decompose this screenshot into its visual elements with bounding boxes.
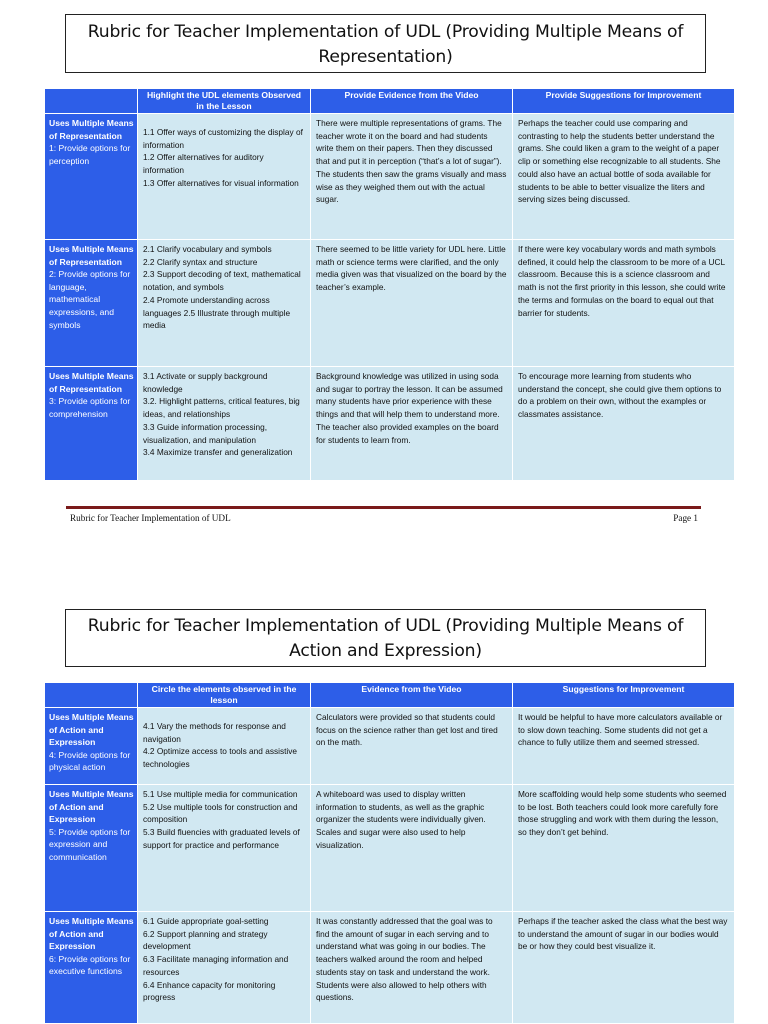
evidence-cell: It was constantly addressed that the goal was to find the amount of sugar in each serving and to understand what was going in our bodies. The teachers walked around the room and helped students stay on task and understand the work. Students were also allowed to help others with questions. xyxy=(311,912,513,1024)
page-title: Rubric for Teacher Implementation of UDL (Providing Multiple Means of Action and Expression) xyxy=(65,609,706,667)
row-header-title: Uses Multiple Means of Representation xyxy=(49,244,134,267)
rubric-table xyxy=(44,88,735,481)
row-header-subtitle: 2: Provide options for language, mathematical expressions, and symbols xyxy=(49,269,131,330)
table-header-row xyxy=(45,683,735,708)
udl-element: 1.3 Offer alternatives for visual information xyxy=(143,177,299,188)
udl-element: 3.2. Highlight patterns, critical features, big ideas, and relationships xyxy=(143,396,300,420)
row-header xyxy=(45,785,138,912)
suggestions-cell: If there were key vocabulary words and math symbols defined, it could help the classroom to be more of a UCL classroom. Because this is a science classroom and math is not the first priority in this lesson, she could write the terms and formulas on the board to equal out that barrier for students. xyxy=(513,240,735,367)
udl-element: 6.1 Guide appropriate goal-setting xyxy=(143,916,269,926)
udl-element: 4.2 Optimize access to tools and assistive technologies xyxy=(143,746,298,770)
udl-element: 1.1 Offer ways of customizing the display of information xyxy=(143,127,303,150)
row-header-title: Uses Multiple Means of Action and Expression xyxy=(49,916,134,952)
table-row xyxy=(45,240,735,367)
udl-element: 5.1 Use multiple media for communication xyxy=(143,789,298,799)
row-header-subtitle: 4: Provide options for physical action xyxy=(49,749,131,773)
elements-cell xyxy=(138,785,311,912)
evidence-cell: There were multiple representations of grams. The teacher wrote it on the board and had students write them on their papers. Then they discussed that and put it in perception (“that’s a lot of sugar”). The students then saw the grams visually and mass wise as they weighed them out with the actual sugar. xyxy=(311,114,513,240)
suggestions-cell: Perhaps if the teacher asked the class what the best way to understand the amount of sugar in our bodies would be or how they could best visualize it. xyxy=(513,912,735,1024)
footer-divider xyxy=(66,506,701,509)
udl-element: 4.1 Vary the methods for response and navigation xyxy=(143,721,286,744)
udl-element: 2.3 Support decoding of text, mathematical notation, and symbols xyxy=(143,269,301,293)
udl-element: 3.1 Activate or supply background knowledge xyxy=(143,371,268,394)
evidence-cell: Calculators were provided so that students could focus on the science rather than get lost and tired on the math. xyxy=(311,708,513,785)
udl-element: 5.3 Build fluencies with graduated levels of support for practice and performance xyxy=(143,827,300,850)
table-row xyxy=(45,114,735,240)
column-header-evidence: Evidence from the Video xyxy=(311,683,513,708)
elements-cell xyxy=(138,240,311,367)
evidence-cell: There seemed to be little variety for UDL here. Little math or science terms were clarified, and the only media given was that visualized on the board by the teacher’s example. xyxy=(311,240,513,367)
row-header xyxy=(45,114,138,240)
row-header-title: Uses Multiple Means of Representation xyxy=(49,371,134,394)
elements-cell xyxy=(138,114,311,240)
elements-cell xyxy=(138,367,311,481)
row-header xyxy=(45,367,138,481)
elements-cell xyxy=(138,912,311,1024)
column-header-evidence: Provide Evidence from the Video xyxy=(311,89,513,114)
udl-element: 3.4 Maximize transfer and generalization xyxy=(143,447,293,458)
suggestions-cell: Perhaps the teacher could use comparing and contrasting to help the students better understand the grams. She could liken a gram to the weight of a paper clip or something else recognizable to all students. She could also have an actual bottle of soda available for students to be able to better visualize the liters and serving sizes being discussed. xyxy=(513,114,735,240)
row-header-subtitle: 1: Provide options for perception xyxy=(49,143,131,166)
rubric-table xyxy=(44,682,735,1024)
udl-element: 6.3 Facilitate managing information and resources xyxy=(143,954,289,977)
udl-element: 1.2 Offer alternatives for auditory information xyxy=(143,152,264,176)
table-row xyxy=(45,367,735,481)
udl-element: 2.2 Clarify syntax and structure xyxy=(143,256,258,267)
table-row xyxy=(45,912,735,1024)
row-header xyxy=(45,912,138,1024)
row-header-subtitle: 5: Provide options for expression and communication xyxy=(49,826,131,862)
row-header xyxy=(45,708,138,785)
table-header-row xyxy=(45,89,735,114)
row-header xyxy=(45,240,138,367)
footer-document-title: Rubric for Teacher Implementation of UDL xyxy=(70,513,231,523)
evidence-cell: A whiteboard was used to display written information to students, as well as the graphic organizer the students were individually given. Scales and sugar were also used to help visualization. xyxy=(311,785,513,912)
header-corner xyxy=(45,89,138,114)
row-header-title: Uses Multiple Means of Action and Expression xyxy=(49,789,134,825)
row-header-title: Uses Multiple Means of Action and Expression xyxy=(49,712,134,748)
suggestions-cell: To encourage more learning from students who understand the concept, she could give them options to do a problem on their own, without the examples or classmates assistance. xyxy=(513,367,735,481)
table-row xyxy=(45,785,735,912)
udl-element: 6.2 Support planning and strategy development xyxy=(143,928,268,952)
header-corner xyxy=(45,683,138,708)
evidence-cell: Background knowledge was utilized in using soda and sugar to portray the lesson. It can be assumed many students have prior experience with these things and that will help them to understand more. The teacher also provided examples on the board for students to learn from. xyxy=(311,367,513,481)
suggestions-cell: It would be helpful to have more calculators available or to slow down teaching. Some students did not get a chance to fully utilize them and seemed stressed. xyxy=(513,708,735,785)
column-header-elements: Highlight the UDL elements Observed in the Lesson xyxy=(138,89,311,114)
elements-cell xyxy=(138,708,311,785)
udl-element: 2.4 Promote understanding across languages 2.5 Illustrate through multiple media xyxy=(143,294,291,331)
page-title: Rubric for Teacher Implementation of UDL (Providing Multiple Means of Representation) xyxy=(65,14,706,73)
udl-element: 5.2 Use multiple tools for construction and composition xyxy=(143,801,298,825)
column-header-elements: Circle the elements observed in the lesson xyxy=(138,683,311,708)
column-header-suggestions: Provide Suggestions for Improvement xyxy=(513,89,735,114)
udl-element: 3.3 Guide information processing, visualization, and manipulation xyxy=(143,421,268,445)
row-header-subtitle: 3: Provide options for comprehension xyxy=(49,396,131,419)
udl-element: 6.4 Enhance capacity for monitoring progress xyxy=(143,979,276,1003)
page-gap xyxy=(0,540,768,606)
table-row xyxy=(45,708,735,785)
footer-page-number: Page 1 xyxy=(673,513,698,523)
column-header-suggestions: Suggestions for Improvement xyxy=(513,683,735,708)
suggestions-cell: More scaffolding would help some students who seemed to be lost. Both teachers could look more carefully fore those struggling and work with them during the lesson, so they don’t get behind. xyxy=(513,785,735,912)
row-header-subtitle: 6: Provide options for executive functions xyxy=(49,953,131,977)
udl-element: 2.1 Clarify vocabulary and symbols xyxy=(143,244,272,254)
row-header-title: Uses Multiple Means of Representation xyxy=(49,118,134,141)
